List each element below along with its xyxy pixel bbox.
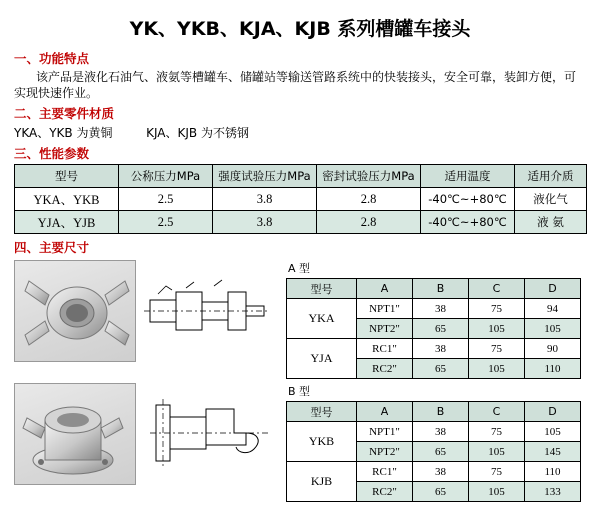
cell-model: YKA、YKB: [15, 188, 119, 211]
dimension-table-a: [286, 278, 581, 379]
cell-nominal-pressure: 2.5: [119, 211, 213, 234]
cell-a: RC2": [357, 359, 413, 379]
col-header: 型号: [15, 165, 119, 188]
col-header: A: [357, 279, 413, 299]
technical-drawing-a: [142, 260, 272, 360]
cell-b: 65: [413, 319, 469, 339]
col-header: 型号: [287, 279, 357, 299]
section-3-heading: 三、性能参数: [14, 146, 90, 161]
cell-d: 105: [525, 422, 581, 442]
table-row: [15, 211, 587, 234]
dimension-block-a: [14, 260, 586, 379]
cell-seal-pressure: 2.8: [317, 188, 421, 211]
col-header: 公称压力MPa: [119, 165, 213, 188]
page-title: YK、YKB、KJA、KJB 系列槽罐车接头: [129, 18, 471, 40]
cell-c: 105: [469, 359, 525, 379]
cell-seal-pressure: 2.8: [317, 211, 421, 234]
col-header: A: [357, 402, 413, 422]
cell-d: 90: [525, 339, 581, 359]
table-row: [287, 339, 581, 359]
cell-b: 65: [413, 359, 469, 379]
cell-model: YKB: [287, 422, 357, 462]
cell-model: YJA: [287, 339, 357, 379]
section-1-heading: 一、功能特点: [14, 51, 90, 66]
cell-b: 65: [413, 442, 469, 462]
cell-d: 145: [525, 442, 581, 462]
cell-c: 105: [469, 319, 525, 339]
cell-c: 75: [469, 339, 525, 359]
section-4-heading: 四、主要尺寸: [14, 240, 90, 255]
col-header: 适用温度: [421, 165, 515, 188]
col-header: C: [469, 279, 525, 299]
col-header: D: [525, 402, 581, 422]
product-photo-b: [14, 383, 136, 485]
cell-a: NPT1": [357, 299, 413, 319]
cell-b: 65: [413, 482, 469, 502]
cell-b: 38: [413, 422, 469, 442]
col-header: B: [413, 279, 469, 299]
table-row: [287, 422, 581, 442]
cell-temperature: -40℃~+80℃: [421, 188, 515, 211]
col-header: 密封试验压力MPa: [317, 165, 421, 188]
cell-c: 75: [469, 299, 525, 319]
table-row: [287, 299, 581, 319]
cell-c: 105: [469, 442, 525, 462]
cell-d: 94: [525, 299, 581, 319]
cell-b: 38: [413, 462, 469, 482]
cell-d: 110: [525, 359, 581, 379]
table-header-row: [287, 279, 581, 299]
cell-c: 75: [469, 462, 525, 482]
technical-drawing-b: [142, 383, 272, 483]
section-2-text: [14, 124, 586, 141]
cell-model: YKA: [287, 299, 357, 339]
cell-medium: 液 氨: [515, 211, 587, 234]
material-brass: YKA、YKB 为黄铜: [14, 126, 113, 140]
dimension-block-b: [14, 383, 586, 502]
cell-strength-pressure: 3.8: [213, 188, 317, 211]
cell-c: 75: [469, 422, 525, 442]
section-1-text: 该产品是液化石油气、液氨等槽罐车、储罐站等输送管路系统中的快装接头，安全可靠，装卸方便，可实现快速作业。: [14, 70, 577, 100]
cell-model: YJA、YJB: [15, 211, 119, 234]
type-label-a: A 型: [288, 262, 311, 275]
cell-a: NPT2": [357, 442, 413, 462]
cell-d: 105: [525, 319, 581, 339]
product-photo-a: [14, 260, 136, 362]
col-header: 适用介质: [515, 165, 587, 188]
col-header: D: [525, 279, 581, 299]
col-header: 型号: [287, 402, 357, 422]
cell-a: RC1": [357, 339, 413, 359]
performance-table: [14, 164, 587, 234]
table-header-row: [287, 402, 581, 422]
cell-medium: 液化气: [515, 188, 587, 211]
cell-a: NPT2": [357, 319, 413, 339]
cell-temperature: -40℃~+80℃: [421, 211, 515, 234]
cell-a: NPT1": [357, 422, 413, 442]
cell-b: 38: [413, 339, 469, 359]
col-header: C: [469, 402, 525, 422]
cell-c: 105: [469, 482, 525, 502]
col-header: 强度试验压力MPa: [213, 165, 317, 188]
section-2-heading: 二、主要零件材质: [14, 106, 115, 121]
cell-d: 133: [525, 482, 581, 502]
table-row: [287, 462, 581, 482]
cell-model: KJB: [287, 462, 357, 502]
cell-d: 110: [525, 462, 581, 482]
material-stainless: KJA、KJB 为不锈钢: [146, 126, 249, 140]
table-row: [15, 188, 587, 211]
cell-a: RC1": [357, 462, 413, 482]
dimension-table-wrap-a: [286, 260, 586, 379]
table-header-row: [15, 165, 587, 188]
cell-nominal-pressure: 2.5: [119, 188, 213, 211]
cell-b: 38: [413, 299, 469, 319]
dimension-table-wrap-b: [286, 383, 586, 502]
cell-a: RC2": [357, 482, 413, 502]
dimensions-section: [14, 260, 586, 502]
cell-strength-pressure: 3.8: [213, 211, 317, 234]
type-label-b: B 型: [288, 385, 311, 398]
dimension-table-b: [286, 401, 581, 502]
col-header: B: [413, 402, 469, 422]
